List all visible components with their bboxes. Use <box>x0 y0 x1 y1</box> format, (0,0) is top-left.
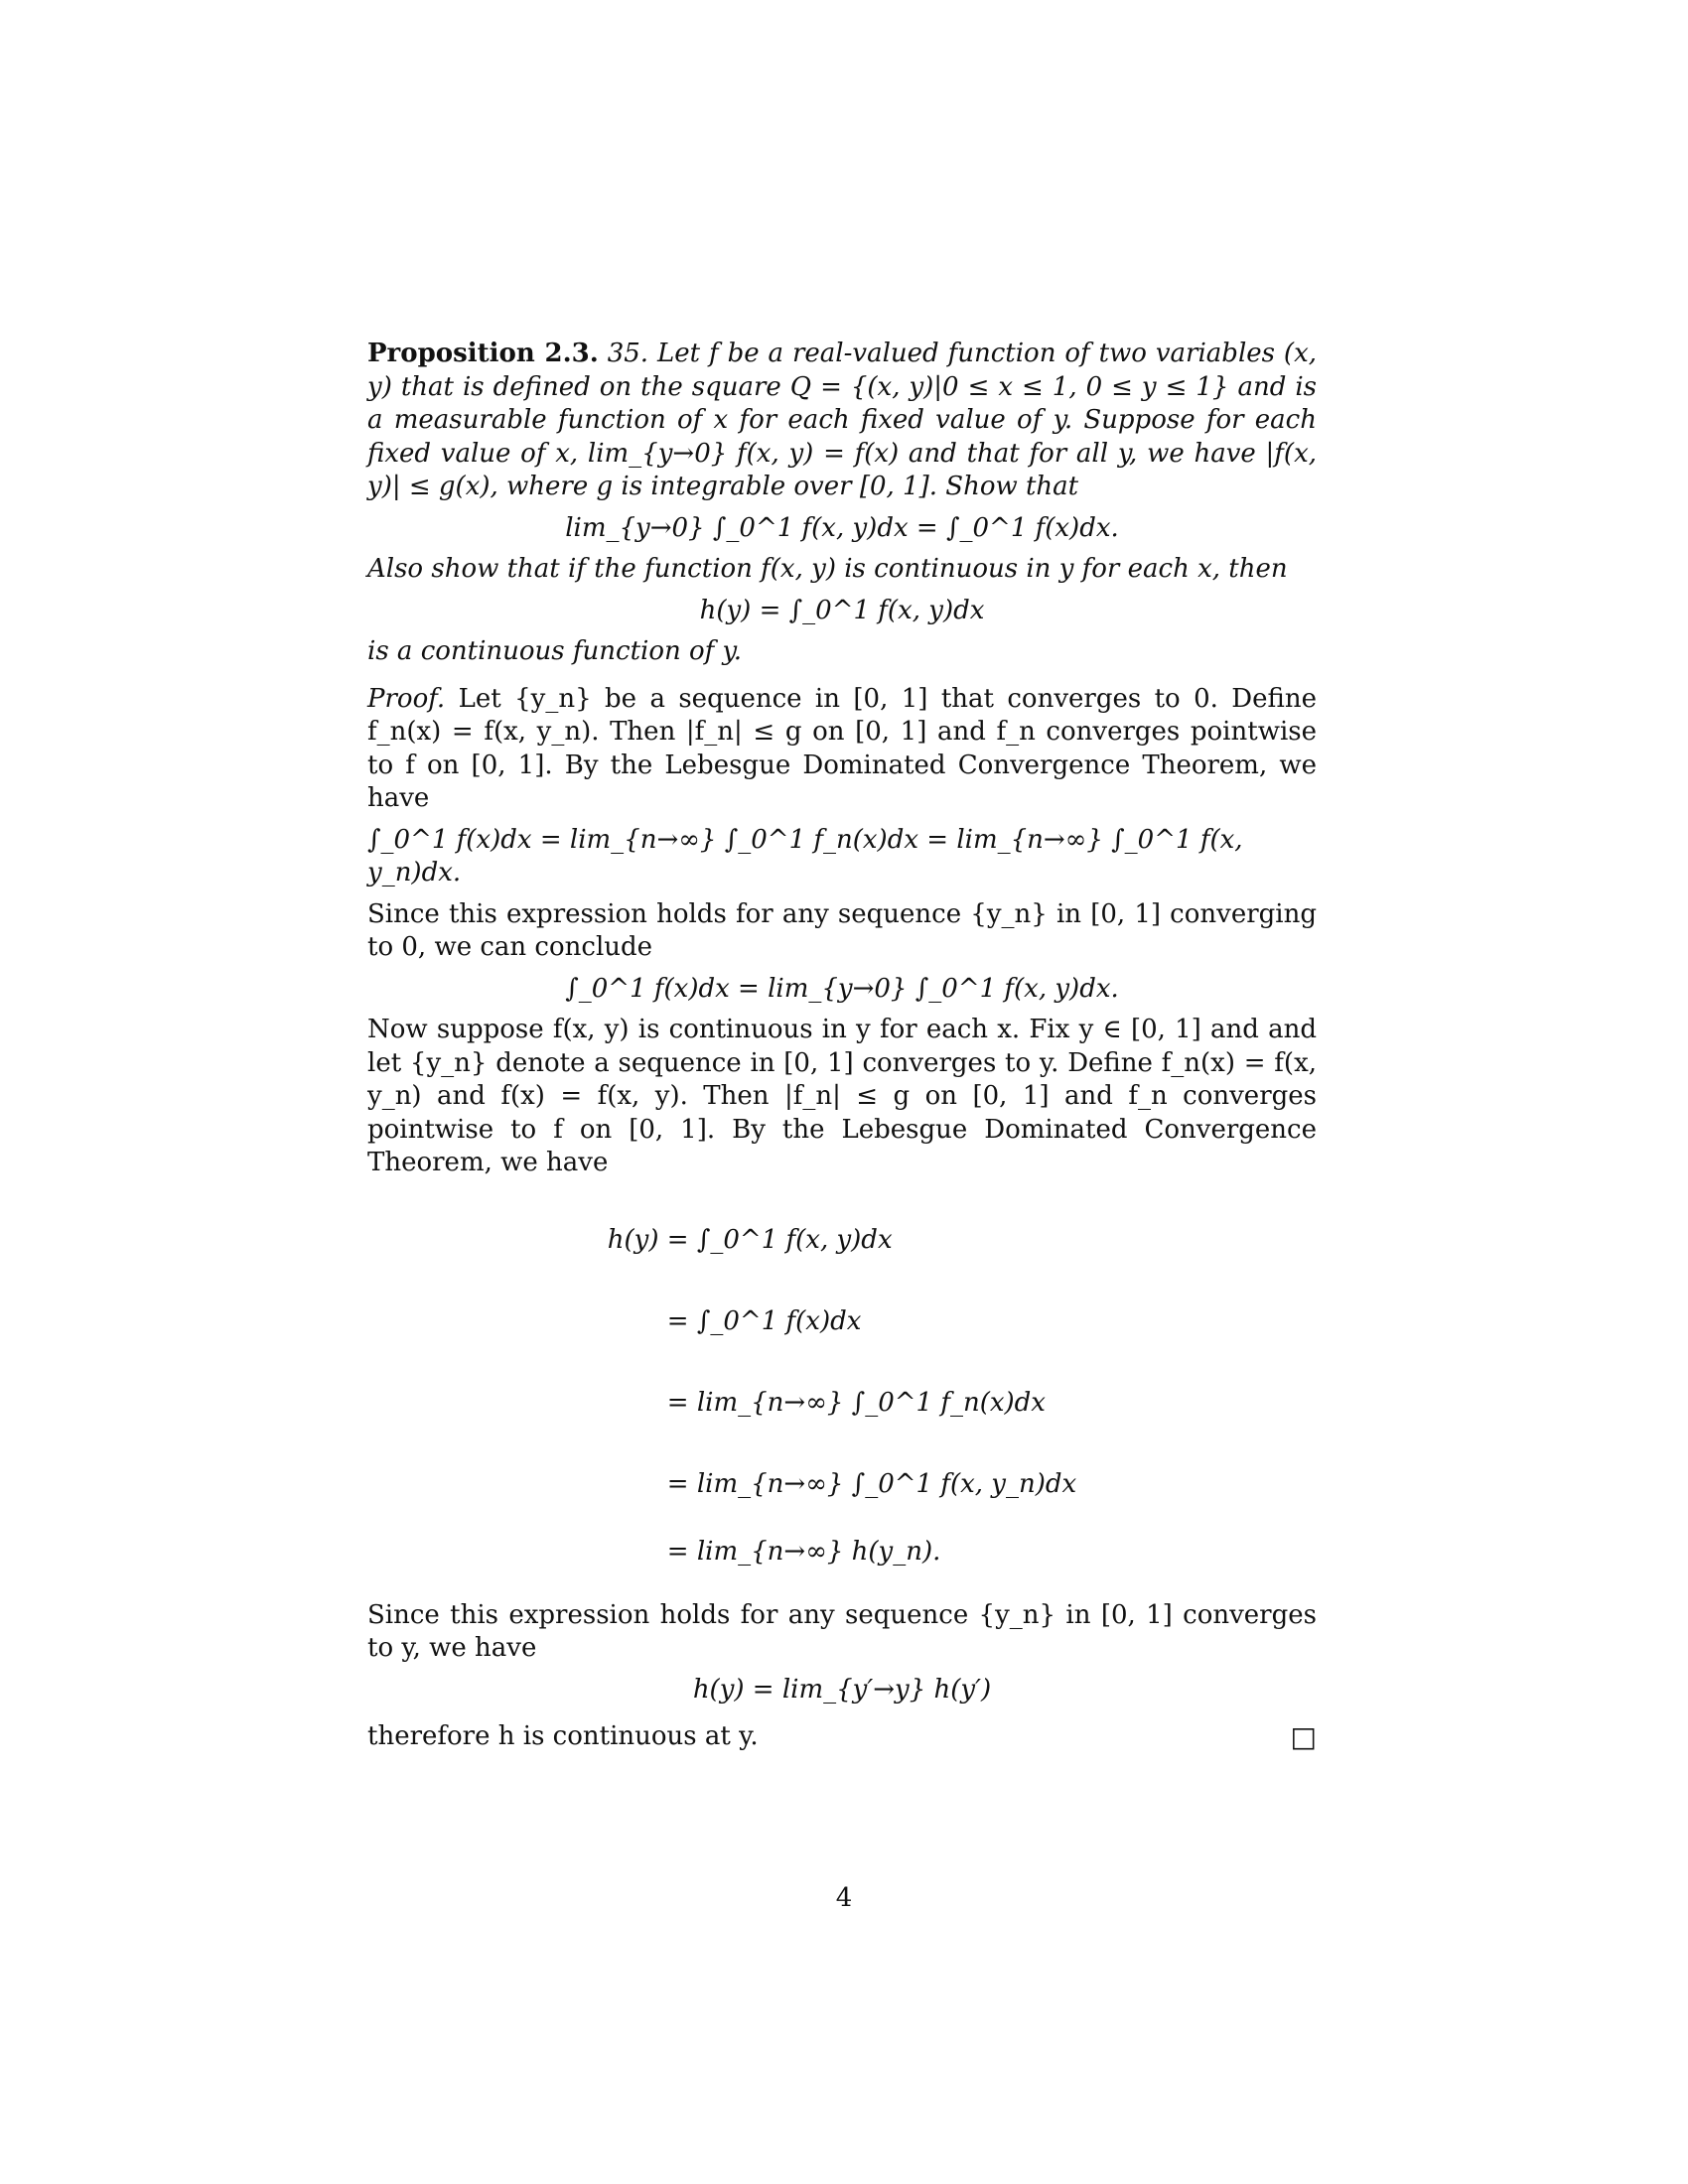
aligned-line-1: h(y) = ∫_0^1 f(x, y)dx <box>607 1224 893 1255</box>
proof-paragraph-4: Since this expression holds for any sequence {y_n} in [0, 1] converges to y, we have <box>367 1599 1317 1663</box>
proposition-statement <box>367 338 1317 504</box>
display-equation-3-text: ∫_0^1 f(x)dx = lim_{n→∞} ∫_0^1 f_n(x)dx = lim_{n→∞} ∫_0^1 f(x, y_n)dx. <box>367 824 1243 887</box>
proof-paragraph-2: Since this expression holds for any sequence {y_n} in [0, 1] converging to 0, we can conclude <box>367 898 1317 962</box>
aligned-line-5: = lim_{n→∞} h(y_n). <box>666 1536 941 1567</box>
display-equation-5-text: h(y) = lim_{y′→y} h(y′) <box>692 1674 992 1705</box>
proof-paragraph-1-text: Let {y_n} be a sequence in [0, 1] that converges to 0. Define f_n(x) = f(x, y_n). Then |f_n| ≤ g on [0, 1] and f_n converges pointwise to f on [0, 1]. By the Lebesgue Dominated Convergence Theorem, we have <box>367 683 1317 813</box>
conclusion-text: therefore h is continuous at y. <box>367 1721 759 1751</box>
proposition-number: 35. <box>607 339 649 368</box>
display-equation-2 <box>367 595 1317 628</box>
display-equation-2-text: h(y) = ∫_0^1 f(x, y)dx <box>699 595 985 625</box>
display-equation-1-text: lim_{y→0} ∫_0^1 f(x, y)dx = ∫_0^1 f(x)dx. <box>565 512 1119 543</box>
display-equation-4 <box>367 973 1317 1007</box>
aligned-line-2: = ∫_0^1 f(x)dx <box>666 1305 862 1336</box>
aligned-equations-table <box>608 1200 1076 1579</box>
proof-label: Proof. <box>367 683 446 714</box>
display-equation-1 <box>367 512 1317 546</box>
aligned-row <box>608 1200 1076 1282</box>
display-equation-5 <box>367 1674 1317 1707</box>
qed-symbol: □ <box>1290 1720 1317 1753</box>
proof-paragraph-3: Now suppose f(x, y) is continuous in y for each x. Fix y ∈ [0, 1] and and let {y_n} denote a sequence in [0, 1] converges to y. Define f_n(x) = f(x, y_n) and f(x) = f(x, y). Then |f_n| ≤ g on [0, 1] and f_n converges pointwise to f on [0, 1]. By the Lebesgue Dominated Convergence Theorem, we have <box>367 1015 1317 1177</box>
aligned-row <box>608 1444 1076 1526</box>
display-equation-3 <box>367 824 1317 890</box>
page-number: 4 <box>835 1883 853 1913</box>
display-equation-4-text: ∫_0^1 f(x)dx = lim_{y→0} ∫_0^1 f(x, y)dx. <box>565 973 1119 1004</box>
also-show-text: Also show that if the function f(x, y) is continuous in y for each x, then <box>367 554 1288 584</box>
aligned-line-3: = lim_{n→∞} ∫_0^1 f_n(x)dx <box>666 1387 1046 1418</box>
aligned-row <box>608 1363 1076 1444</box>
proposition-tail: is a continuous function of y. <box>367 636 743 666</box>
aligned-line-4: = lim_{n→∞} ∫_0^1 f(x, y_n)dx <box>666 1468 1077 1499</box>
aligned-row <box>608 1282 1076 1363</box>
aligned-row <box>608 1526 1076 1579</box>
aligned-equations <box>367 1200 1317 1579</box>
proposition-text: Let f be a real-valued function of two variables (x, y) that is defined on the square Q = {(x, y)|0 ≤ x ≤ 1, 0 ≤ y ≤ 1} and is a measurable function of x for each fixed value of y. Suppose for each fixed value of x, lim_{y→0} f(x, y) = f(x) and that for all y, we have |f(x, y)| ≤ g(x), where g is integrable over [0, 1]. Show that <box>367 339 1317 501</box>
content <box>367 338 1317 1754</box>
conclusion-row <box>367 1720 1317 1754</box>
proposition-heading: Proposition 2.3. <box>367 339 599 368</box>
proof-paragraph-1 <box>367 683 1317 816</box>
